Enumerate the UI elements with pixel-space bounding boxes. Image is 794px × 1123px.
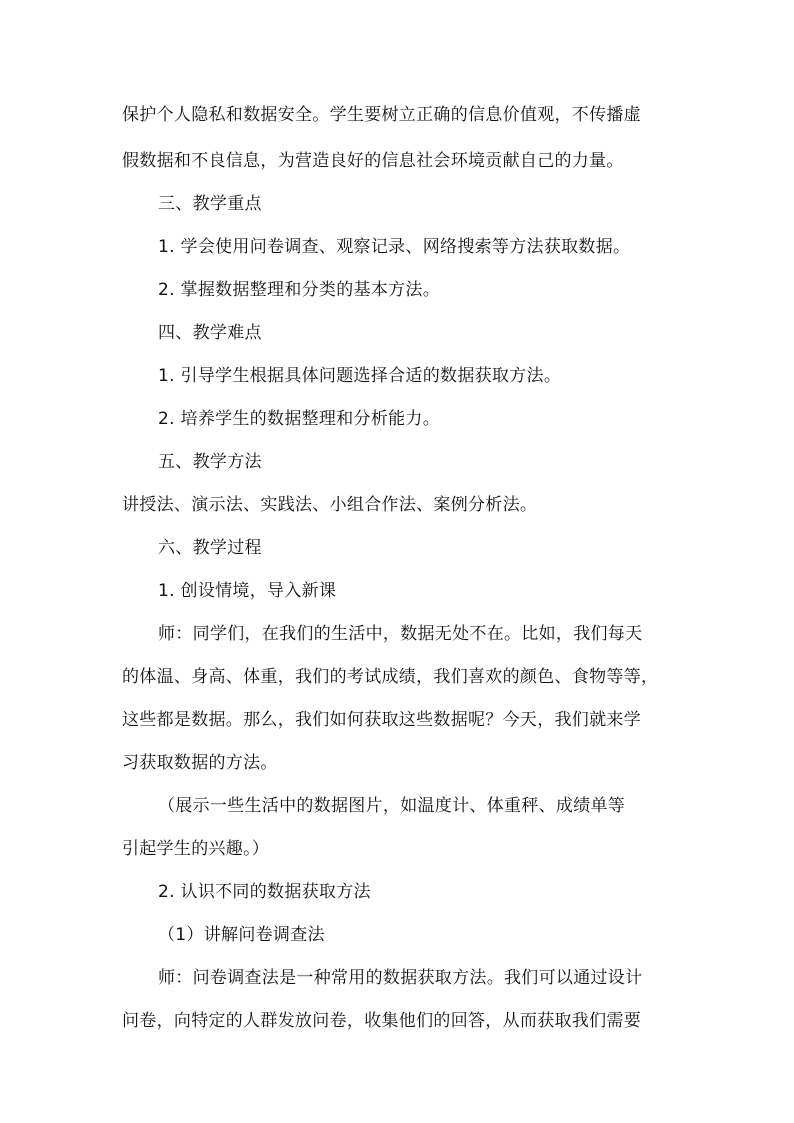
section-heading-difficulties: 四、教学难点 — [158, 323, 262, 343]
paragraph-line: 问卷，向特定的人群发放问卷，收集他们的回答，从而获取我们需要 — [122, 1011, 641, 1031]
subsection-heading: （1）讲解问卷调查法 — [158, 925, 325, 945]
paragraph-line: 师：同学们，在我们的生活中，数据无处不在。比如，我们每天 — [158, 624, 643, 644]
paragraph-line: 引起学生的兴趣。） — [122, 839, 270, 859]
section-heading-key-points: 三、教学重点 — [158, 194, 262, 214]
section-heading-methods: 五、教学方法 — [158, 452, 262, 472]
paragraph-line: 这些都是数据。那么，我们如何获取这些数据呢？今天，我们就来学 — [122, 710, 641, 730]
paragraph-line: 师：问卷调查法是一种常用的数据获取方法。我们可以通过设计 — [158, 968, 643, 988]
paragraph-line: 假数据和不良信息，为营造良好的信息社会环境贡献自己的力量。 — [122, 151, 624, 171]
paragraph-line: 讲授法、演示法、实践法、小组合作法、案例分析法。 — [122, 495, 538, 515]
paragraph-line: （展示一些生活中的数据图片，如温度计、体重秤、成绩单等 — [158, 796, 626, 816]
list-item: 1. 学会使用问卷调查、观察记录、网络搜索等方法获取数据。 — [158, 237, 631, 257]
subsection-heading: 1. 创设情境，导入新课 — [158, 581, 337, 601]
list-item: 1. 引导学生根据具体问题选择合适的数据获取方法。 — [158, 366, 562, 386]
paragraph-line: 保护个人隐私和数据安全。学生要树立正确的信息价值观，不传播虚 — [122, 105, 641, 125]
paragraph-line: 的体温、身高、体重，我们的考试成绩，我们喜欢的颜色、食物等等， — [122, 667, 659, 687]
paragraph-line: 习获取数据的方法。 — [122, 753, 278, 773]
section-heading-process: 六、教学过程 — [158, 538, 262, 558]
list-item: 2. 掌握数据整理和分类的基本方法。 — [158, 280, 441, 300]
list-item: 2. 培养学生的数据整理和分析能力。 — [158, 409, 441, 429]
subsection-heading: 2. 认识不同的数据获取方法 — [158, 882, 371, 902]
